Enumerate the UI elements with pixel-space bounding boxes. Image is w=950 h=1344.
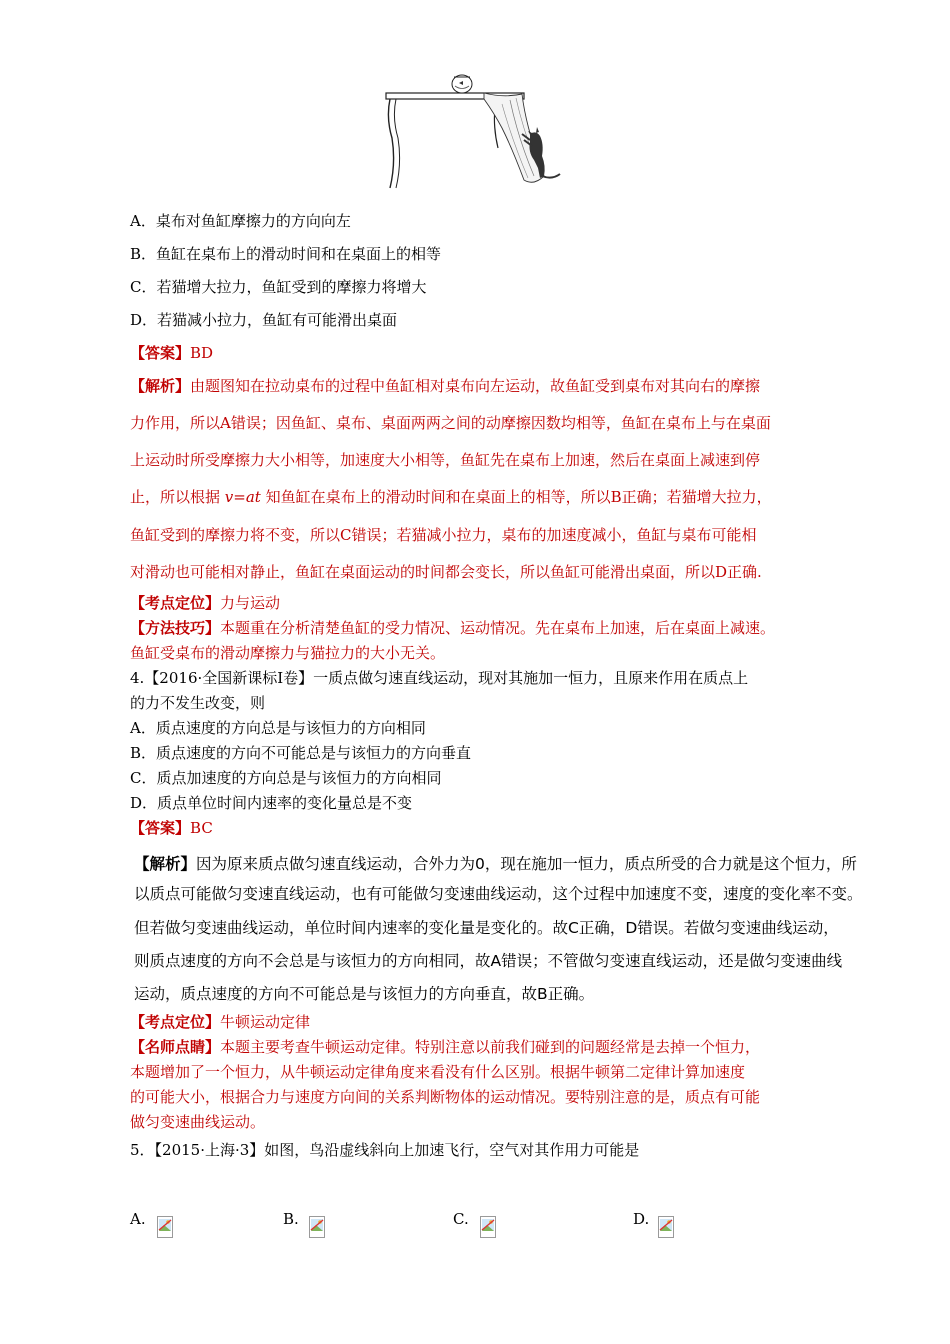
q3-kaodian	[130, 593, 280, 613]
q4-kaodian-value: 牛顿运动定律	[220, 1013, 311, 1031]
q3-kaodian-value: 力与运动	[220, 594, 281, 612]
q4-option-c: C．质点加速度的方向总是与该恒力的方向相同	[130, 769, 442, 787]
q5-option-c-label: C.	[453, 1210, 469, 1228]
q3-analysis-line-4	[130, 487, 772, 507]
q5-option-d-image-icon	[658, 1216, 674, 1238]
q5-option-a-image-icon	[157, 1216, 173, 1238]
q3-analysis-line-1	[130, 376, 760, 396]
q3-answer-label: 【答案】	[130, 344, 191, 362]
q3-analysis-line-6: 对滑动也可能相对静止，鱼缸在桌面运动的时间都会变长，所以鱼缸可能滑出桌面，所以D正确.	[130, 563, 762, 581]
q4-answer	[130, 818, 213, 838]
q5-option-d-label: D.	[633, 1210, 650, 1228]
q4-mingshi-line-1	[130, 1037, 760, 1057]
q4-mingshi-line-3: 的可能大小，根据合力与速度方向间的关系判断物体的运动情况。要特别注意的是，质点有可能	[130, 1088, 761, 1106]
q3-fangfa-text-1: 本题重在分析清楚鱼缸的受力情况、运动情况。先在桌布上加速，后在桌面上减速。	[220, 619, 776, 637]
q4-mingshi-label: 【名师点睛】	[130, 1038, 221, 1056]
q3-analysis-text-4a: 止，所以根据	[130, 488, 225, 506]
q4-kaodian	[130, 1012, 310, 1032]
q3-fangfa-label: 【方法技巧】	[130, 619, 221, 637]
q3-analysis-line-2: 力作用，所以A错误；因鱼缸、桌布、桌面两两之间的动摩擦因数均相等，鱼缸在桌布上与在桌面	[130, 414, 771, 432]
q3-analysis-text-1: 由题图知在拉动桌布的过程中鱼缸相对桌布向左运动，故鱼缸受到桌布对其向右的摩擦	[190, 377, 761, 395]
q3-analysis-line-3: 上运动时所受摩擦力大小相等，加速度大小相等，鱼缸先在桌布上加速，然后在桌面上减速到停	[130, 451, 761, 469]
q3-analysis-text-4b: 知鱼缸在桌布上的滑动时间和在桌面上的相等，所以B正确；若猫增大拉力，	[260, 488, 772, 506]
q4-analysis-line-1	[134, 854, 857, 874]
q3-option-c: C．若猫增大拉力，鱼缸受到的摩擦力将增大	[130, 278, 427, 296]
q4-answer-value: BC	[190, 819, 213, 837]
q4-option-b: B．质点速度的方向不可能总是与该恒力的方向垂直	[130, 744, 472, 762]
q4-stem-line-2: 的力不发生改变，则	[130, 694, 266, 712]
q4-analysis-line-3: 但若做匀变速曲线运动，单位时间内速率的变化量是变化的。故C正确，D错误。若做匀变速曲线运动，	[134, 919, 839, 937]
q3-fangfa-line-2: 鱼缸受桌布的滑动摩擦力与猫拉力的大小无关。	[130, 644, 446, 662]
q5-option-b-image-icon	[309, 1216, 325, 1238]
q3-analysis-line-5: 鱼缸受到的摩擦力将不变，所以C错误；若猫减小拉力，桌布的加速度减小，鱼缸与桌布可能相	[130, 526, 757, 544]
q3-answer-value: BD	[190, 344, 214, 362]
q4-analysis-line-5: 运动，质点速度的方向不可能总是与该恒力的方向垂直，故B正确。	[134, 985, 595, 1003]
q3-option-d: D．若猫减小拉力，鱼缸有可能滑出桌面	[130, 311, 398, 329]
q5-option-b-label: B.	[283, 1210, 299, 1228]
q4-kaodian-label: 【考点定位】	[130, 1013, 221, 1031]
q5-stem: 5．【2015·上海·3】如图，鸟沿虚线斜向上加速飞行，空气对其作用力可能是	[130, 1141, 640, 1159]
q4-analysis-label: 【解析】	[134, 855, 197, 873]
q5-option-c-image-icon	[480, 1216, 496, 1238]
q4-mingshi-line-4: 做匀变速曲线运动。	[130, 1113, 266, 1131]
q4-mingshi-text-1: 本题主要考查牛顿运动定律。特别注意以前我们碰到的问题经常是去掉一个恒力，	[220, 1038, 761, 1056]
q3-answer	[130, 343, 213, 363]
q4-mingshi-line-2: 本题增加了一个恒力，从牛顿运动定律角度来看没有什么区别。根据牛顿第二定律计算加速度	[130, 1063, 746, 1081]
q3-analysis-label: 【解析】	[130, 377, 191, 395]
q5-option-a-label: A.	[130, 1210, 146, 1228]
q3-kaodian-label: 【考点定位】	[130, 594, 221, 612]
q4-stem-line-1: 4.【2016·全国新课标Ⅰ卷】一质点做匀速直线运动，现对其施加一恒力，且原来作用在质点上	[130, 669, 749, 687]
q3-option-a: A．桌布对鱼缸摩擦力的方向向左	[130, 212, 351, 230]
q4-answer-label: 【答案】	[130, 819, 191, 837]
q4-option-d: D．质点单位时间内速率的变化量总是不变	[130, 794, 413, 812]
q4-option-a: A．质点速度的方向总是与该恒力的方向相同	[130, 719, 426, 737]
table-cat-fishbowl-figure	[384, 68, 574, 192]
q3-option-b: B．鱼缸在桌布上的滑动时间和在桌面上的相等	[130, 245, 442, 263]
q4-analysis-text-1: 因为原来质点做匀速直线运动，合外力为0，现在施加一恒力，质点所受的合力就是这个恒力，所	[196, 855, 857, 873]
q4-analysis-line-2: 以质点可能做匀变速直线运动，也有可能做匀变速曲线运动，这个过程中加速度不变，速度的变化率不变。	[134, 885, 863, 903]
q3-fangfa-line-1	[130, 618, 775, 638]
q3-analysis-formula: v=at	[224, 488, 261, 506]
q4-analysis-line-4: 则质点速度的方向不会总是与该恒力的方向相同，故A错误；不管做匀变速直线运动，还是做匀变速曲线	[134, 952, 843, 970]
